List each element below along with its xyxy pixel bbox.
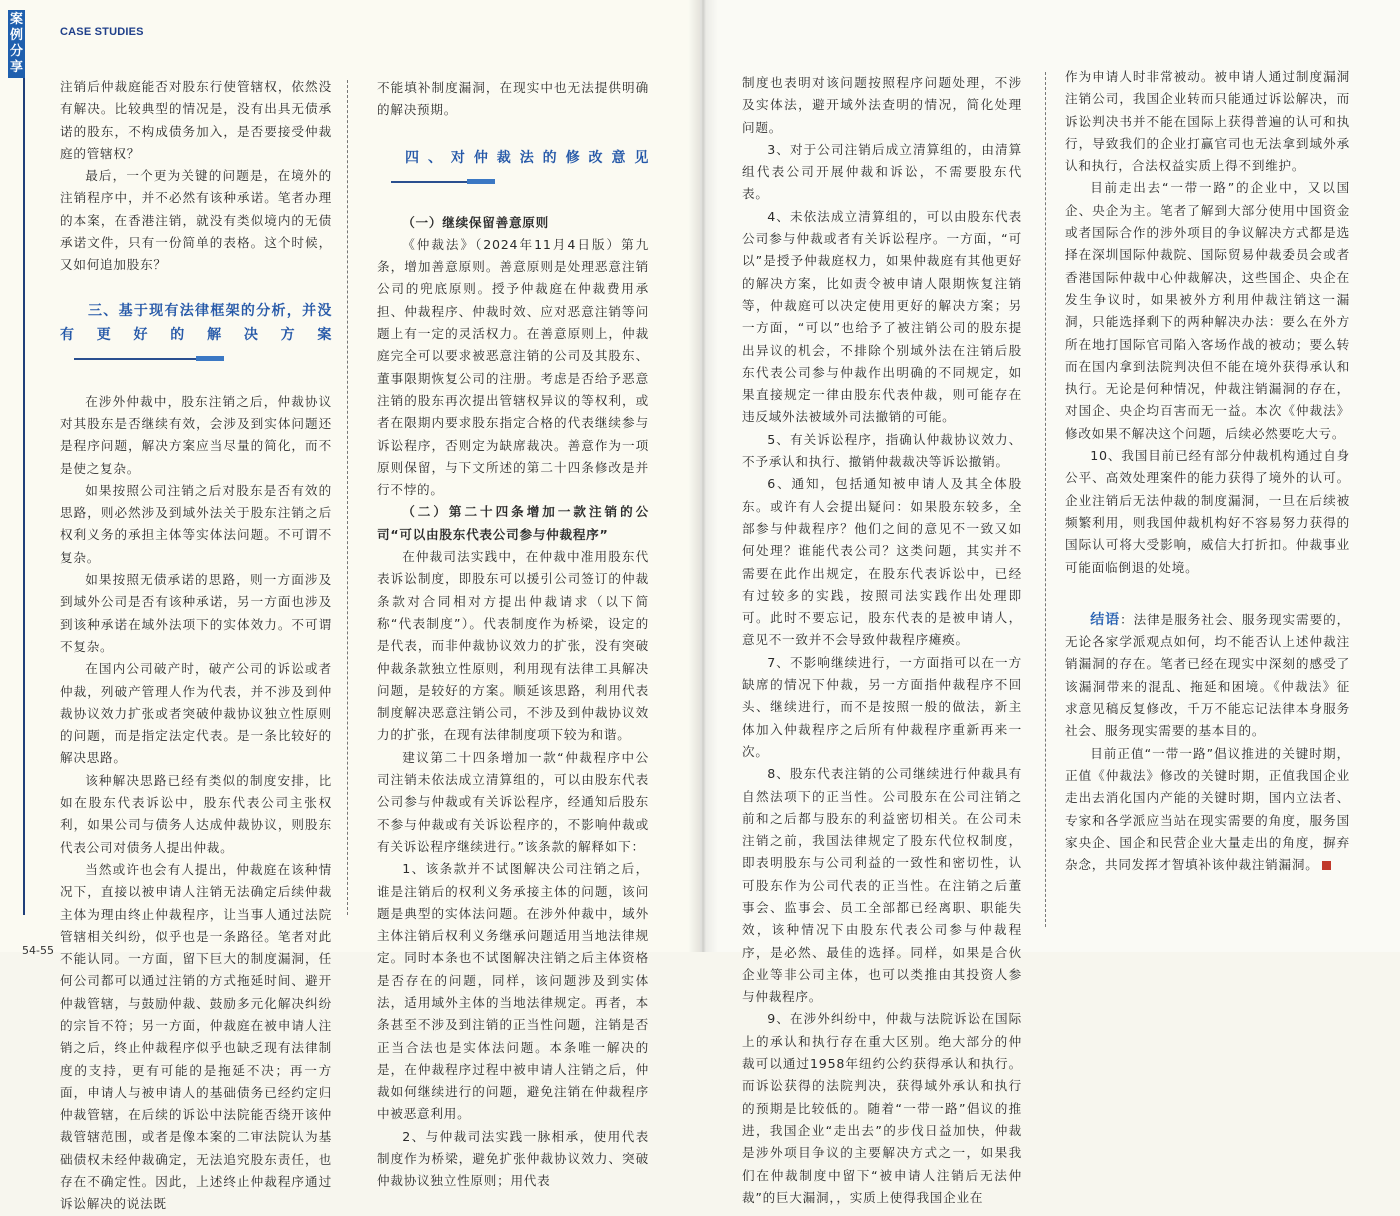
- continued-paragraph: 注销后仲裁庭能否对股东行使管辖权，依然没有解决。比较典型的情况是，没有出具无债承诺的股东，不构成债务加入，是否要接受仲裁庭的管辖权？: [60, 79, 332, 161]
- continued-paragraph: 作为申请人时非常被动。被申请人通过制度漏洞注销公司，我国企业转而只能通过诉讼解决，而诉讼判决书并不能在国际上获得普遍的认可和执行，导致我们的企业打赢官司也无法拿到域外承认和执行，合法权益实质上得不到维护。: [1065, 69, 1350, 174]
- section-tab-char: 例: [9, 28, 23, 43]
- paragraph: 如果按照公司注销之后对股东是否有效的思路，则必然涉及到域外法关于股东注销之后权利义务的承担主体等实体法问题。不可谓不复杂。: [60, 482, 332, 565]
- paragraph: 10、我国目前已经有部分仲裁机构通过自身公平、高效处理案件的能力获得了境外的认可。企业注销后无法仲裁的制度漏洞，一旦在后续被频繁利用，则我国仲裁机构好不容易努力获得的国际认可将大受影响，威信大打折扣。仲裁事业可能面临倒退的处境。: [1065, 448, 1350, 575]
- paragraph: 在仲裁司法实践中，在仲裁中准用股东代表诉讼制度，即股东可以援引公司签订的仲裁条款对合同相对方提出仲裁请求（以下简称“代表制度”）。代表制度作为桥梁，设定的是代表，而非仲裁协议效力的扩张，没有突破仲裁条款独立性原则，利用现有法律工具解决问题，是较好的方案。顺延该思路，利用代表制度解决恶意注销公司，不涉及到仲裁协议效力的扩张，在现有法律制度项下较为和谐。: [377, 549, 649, 743]
- section-heading-text: 四、对仲裁法的修改意见: [405, 149, 649, 166]
- margin-rule: [23, 78, 25, 915]
- section-label: CASE STUDIES: [60, 26, 144, 38]
- heading-rule-bar: [196, 356, 224, 361]
- paragraph: 3、对于公司注销后成立清算组的，由清算组代表公司开展仲裁和诉讼，不需要股东代表。: [742, 141, 1022, 202]
- heading-rule: [74, 358, 224, 360]
- end-of-article-square-icon: [1322, 861, 1331, 870]
- article-column-4: [1065, 66, 1350, 876]
- paragraph: 当然或许也会有人提出，仲裁庭在该种情况下，直接以被申请人注销无法确定后续仲裁主体为理由终止仲裁程序，让当事人通过法院管辖相关纠纷，似乎也是一条路径。笔者对此不能认同。一方面，留下巨大的制度漏洞，任何公司都可以通过注销的方式拖延时间、避开仲裁管辖，与鼓励仲裁、鼓励多元化解决纠纷的宗旨不符；另一方面，仲裁庭在被申请人注销之后，终止仲裁程序似乎也缺乏现有法律制度的支持，更有可能的是拖延不决；再一方面，申请人与被申请人的基础债务已经约定归仲裁管辖，在后续的诉讼中法院能否绕开该仲裁管辖范围，或者是像本案的二审法院认为基础债权未经仲裁确定，无法追究股东责任，也存在不确定性。因此，上述终止仲裁程序通过诉讼解决的说法既: [60, 861, 332, 1212]
- section-tab-char: 案: [9, 12, 23, 27]
- paragraph: 9、在涉外纠纷中，仲裁与法院诉讼在国际上的承认和执行存在重大区别。绝大部分的仲裁可以通过1958年纽约公约获得承认和执行。而诉讼获得的法院判决，获得域外承认和执行的预期是比较低的。随着“一带一路”倡议的推进，我国企业“走出去”的步伐日益加快，仲裁是涉外项目争议的主要解决方式之一，如果我们在仲裁制度中留下“被申请人注销后无法仲裁”的巨大漏洞，，实质上使得我国企业在: [742, 1011, 1022, 1205]
- article-column-3: [742, 72, 1022, 1209]
- page-numbers: 54-55: [22, 944, 54, 957]
- section-tab-char: 享: [9, 60, 23, 75]
- continued-paragraph: 不能填补制度漏洞，在现实中也无法提供明确的解决预期。: [377, 80, 649, 118]
- column-divider: [347, 80, 348, 915]
- paragraph-text: 目前正值“一带一路”倡议推进的关键时期，正值《仲裁法》修改的关键时期，正值我国企业走出去消化国内产能的关键时期，国内立法者、专家和各学派应当站在现实需要的角度，服务国家央企、国企和民营企业大量走出的角度，摒弃杂念，共同发挥才智填补该仲裁注销漏洞。: [1065, 745, 1350, 873]
- paragraph: 6、通知，包括通知被申请人及其全体股东。或许有人会提出疑问：如果股东较多，全部参与仲裁程序？他们之间的意见不一致又如何处理？谁能代表公司？这类问题，其实并不需要在此作出规定，在股东代表诉讼中，已经有过较多的实践，按照司法实践作出处理即可。此时不要忘记，股东代表的是被申请人，意见不一致并不会导致仲裁程序瘫痪。: [742, 476, 1022, 648]
- paragraph: 8、股东代表注销的公司继续进行仲裁具有自然法项下的正当性。公司股东在公司注销之前和之后都与股东的利益密切相关。在公司未注销之前，我国法律规定了股东代位权制度，即表明股东与公司利益的一致性和密切性，认可股东作为公司代表的正当性。在注销之后董事会、监事会、员工全部都已经离职、职能失效，该种情况下由股东代表公司参与仲裁程序，是必然、最佳的选择。同样，如果是合伙企业等非公司主体，也可以类推由其投资人参与仲裁程序。: [742, 766, 1022, 1005]
- paragraph: 建议第二十四条增加一款“仲裁程序中公司注销未依法成立清算组的，可以由股东代表公司参与仲裁或有关诉讼程序，经通知后股东不参与仲裁或有关诉讼程序的，不影响仲裁或有关诉讼程序继续进行。”该条款的解释如下：: [377, 749, 649, 854]
- conclusion-label: 结语: [1090, 611, 1121, 628]
- section-heading: [60, 299, 332, 371]
- section-heading-text: 三、基于现有法律框架的分析，并没有更好的解决方案: [60, 302, 332, 343]
- subsection-heading: （二）第二十四条增加一款注销的公司“可以由股东代表公司参与仲裁程序”: [377, 504, 649, 542]
- paragraph: 2、与仲裁司法实践一脉相承，使用代表制度作为桥梁，避免扩张仲裁协议效力、突破仲裁协议独立性原则；用代表: [377, 1128, 649, 1189]
- paragraph: 1、该条款并不试图解决公司注销之后，谁是注销后的权利义务承接主体的问题，该问题是典型的实体法问题。在涉外仲裁中，域外主体注销后权利义务继承问题适用当地法律规定。同时本条也不试图解决注销之后主体资格是否存在的问题，同样，该问题涉及到实体法，适用域外主体的当地法律规定。再者，本条甚至不涉及到注销的正当性问题，注销是否正当合法也是实体法问题。本条唯一解决的是，在仲裁程序过程中被申请人注销之后，仲裁如何继续进行的问题，避免注销在仲裁程序中被恶意利用。: [377, 861, 649, 1122]
- page-gutter: [688, 0, 718, 952]
- conclusion-paragraph: [1065, 609, 1350, 743]
- paragraph: 在涉外仲裁中，股东注销之后，仲裁协议对其股东是否继续有效，会涉及到实体问题还是程序问题，解决方案应当尽量的简化，而不是使之复杂。: [60, 393, 332, 476]
- paragraph: 最后，一个更为关键的问题是，在境外的注销程序中，并不必然有该种承诺。笔者办理的本案，在香港注销，就没有类似境内的无债承诺文件，只有一份简单的表格。这个时候，又如何追加股东？: [60, 168, 332, 273]
- heading-rule: [391, 181, 495, 183]
- paragraph: 5、有关诉讼程序，指确认仲裁协议效力、不予承认和执行、撤销仲裁裁决等诉讼撤销。: [742, 431, 1022, 470]
- section-heading: [377, 146, 649, 194]
- paragraph: 如果按照无债承诺的思路，则一方面涉及到域外公司是否有该种承诺，另一方面也涉及到该种承诺在域外法项下的实体效力。不可谓不复杂。: [60, 572, 332, 654]
- continued-paragraph: 制度也表明对该问题按照程序问题处理，不涉及实体法，避开域外法查明的情况，简化处理问题。: [742, 75, 1022, 135]
- paragraph: 《仲裁法》（2024年11月4日版）第九条，增加善意原则。善意原则是处理恶意注销公司的兜底原则。授予仲裁庭在仲裁费用承担、仲裁程序、仲裁时效、应对恶意注销等问题上有一定的灵活权力。在善意原则上，仲裁庭完全可以要求被恶意注销的公司及其股东、董事限期恢复公司的注册。考虑是否给予恶意注销的股东再次提出管辖权异议的等权利，或者在限期内要求股东指定合格的代表继续参与诉讼程序，否则定为缺席裁决。善意作为一项原则保留，与下文所述的第二十四条修改是并行不悖的。: [377, 236, 649, 498]
- column-divider: [1045, 72, 1046, 927]
- conclusion-text: ：法律是服务社会、服务现实需要的，无论各家学派观点如何，均不能否认上述仲裁注销漏洞的存在。笔者已经在现实中深刻的感受了该漏洞带来的混乱、拖延和困境。《仲裁法》征求意见稿反复修改，千万不能忘记法律本身服务社会、服务现实需要的基本目的。: [1065, 611, 1351, 739]
- section-tab-char: 分: [9, 44, 23, 59]
- paragraph: 4、未依法成立清算组的，可以由股东代表公司参与仲裁或者有关诉讼程序。一方面，“可以”是授予仲裁庭权力，如果仲裁庭有其他更好的解决方案，比如责令被申请人限期恢复注销等，仲裁庭可以决定使用更好的解决方案；另一方面，“可以”也给予了被注销公司的股东提出异议的机会，不排除个别域外法在注销后股东代表公司参与仲裁作出明确的不同规定，如果直接规定一律由股东代表仲裁，则可能存在违反域外法被域外司法撤销的可能。: [742, 208, 1022, 425]
- paragraph: 该种解决思路已经有类似的制度安排，比如在股东代表诉讼中，股东代表公司主张权利，如果公司与债务人达成仲裁协议，则股东代表公司对债务人提出仲裁。: [60, 772, 332, 855]
- article-column-1: [60, 76, 332, 1216]
- paragraph: [1065, 743, 1350, 877]
- paragraph: 在国内公司破产时，破产公司的诉讼或者仲裁，列破产管理人作为代表，并不涉及到仲裁协议效力扩张或者突破仲裁协议独立性原则的问题，而是指定法定代表。是一条比较好的解决思路。: [60, 661, 332, 766]
- subsection-heading: （一）继续保留善意原则: [402, 214, 549, 230]
- paragraph: 7、不影响继续进行，一方面指可以在一方缺席的情况下仲裁，另一方面指仲裁程序不回头、继续进行，而不是按照一般的做法，新主体加入仲裁程序之后所有仲裁程序重新再来一次。: [742, 654, 1022, 759]
- article-column-2: [377, 77, 649, 1193]
- paragraph: 目前走出去“一带一路”的企业中，又以国企、央企为主。笔者了解到大部分使用中国资金或者国际合作的涉外项目的争议解决方式都是选择在深圳国际仲裁院、国际贸易仲裁委员会或者香港国际仲裁中心仲裁解决，这些国企、央企在发生争议时，如果被外方利用仲裁注销这一漏洞，只能选择剩下的两种解决办法：要么在外方所在地打国际官司陷入客场作战的被动；要么转而在国内拿到法院判决但不能在境外获得承认和执行。无论是何种情况，仲裁注销漏洞的存在，对国企、央企均百害而无一益。本次《仲裁法》修改如果不解决这个问题，后续必然要吃大亏。: [1065, 180, 1350, 441]
- section-tab: [8, 10, 25, 78]
- heading-rule-bar: [467, 179, 495, 184]
